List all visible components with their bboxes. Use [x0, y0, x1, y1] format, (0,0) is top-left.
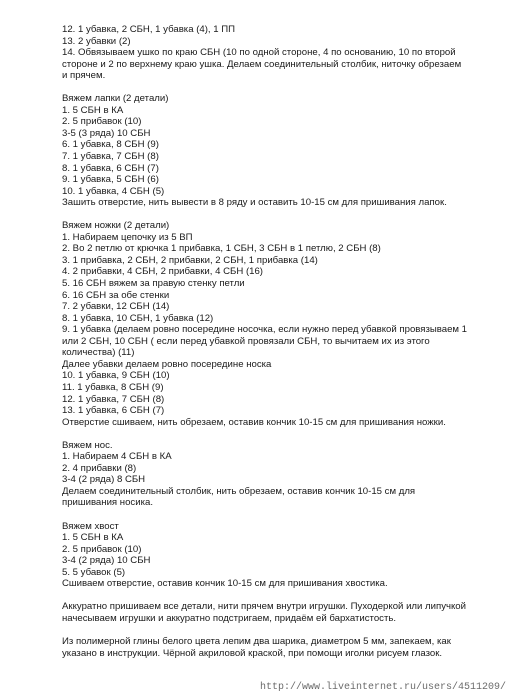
watermark-url: http://www.liveinternet.ru/users/4511209/ [259, 682, 506, 693]
text-line: 12. 1 убавка, 2 СБН, 1 убавка (4), 1 ПП [62, 24, 236, 35]
text-line: 1. 5 СБН в КА [62, 532, 124, 544]
text-line: 1. Набираем цепочку из 5 ВП [62, 231, 193, 243]
text-line: 13. 2 убавки (2) [62, 35, 131, 47]
text-line: пришивания носика. [62, 497, 153, 509]
text-line: 3-4 (2 ряда) 8 СБН [62, 474, 146, 486]
text-line: 2. 5 прибавок (10) [62, 116, 142, 128]
text-line: 3-4 (2 ряда) 10 СБН [62, 555, 151, 567]
text-line: количества) (11) [62, 347, 135, 359]
section-tail [62, 521, 502, 590]
text-line: 3. 1 прибавка, 2 СБН, 2 прибавки, 2 СБН, 1 прибавка (14) [62, 254, 318, 266]
text-line: 1. Набираем 4 СБН в КА [62, 451, 172, 463]
text-line: 5. 5 убавок (5) [62, 566, 126, 578]
text-line: 10. 1 убавка, 9 СБН (10) [62, 370, 170, 382]
text-line: Аккуратно пришиваем все детали, нити прячем внутри игрушки. Пуходеркой или липучкой [62, 601, 466, 613]
text-line: 3-5 (3 ряда) 10 СБН [62, 127, 151, 139]
paragraph-gap [62, 509, 502, 521]
text-line: 10. 1 убавка, 4 СБН (5) [62, 185, 165, 197]
text-line: 13. 1 убавка, 6 СБН (7) [62, 405, 165, 417]
text-line: 8. 1 убавка, 6 СБН (7) [62, 162, 159, 174]
paragraph-gap [62, 82, 502, 94]
text-line: 2. Во 2 петлю от крючка 1 прибавка, 1 СБН, 3 СБН в 1 петлю, 2 СБН (8) [62, 243, 381, 255]
text-line: Далее убавки делаем ровно посередине носка [62, 358, 272, 370]
text-line: стороне и 2 по верхнему краю ушка. Делаем соединительный столбик, ниточку обрезаем [62, 58, 462, 70]
section-heading: Вяжем хвост [62, 520, 119, 532]
text-line: 9. 1 убавка (делаем ровно посередине носочка, если нужно перед убавкой провязываем 1 [62, 324, 468, 336]
section-heading: Вяжем ножки (2 детали) [62, 220, 170, 232]
text-line: 7. 2 убавки, 12 СБН (14) [62, 301, 170, 313]
section-heading: Вяжем нос. [62, 439, 113, 451]
section-heading: Вяжем лапки (2 детали) [62, 93, 169, 105]
section-paws [62, 93, 502, 208]
text-line: Из полимерной глины белого цвета лепим два шарика, диаметром 5 мм, запекаем, как [62, 635, 451, 647]
text-line: или 2 СБН, 10 СБН ( если перед убавкой провязали СБН, то вычитаем их из этого [62, 335, 430, 347]
text-line: начесываем игрушки и аккуратно подстригаем, придаём ей бархатистость. [62, 612, 397, 624]
paragraph-assembly [62, 601, 502, 624]
paragraph-gap [62, 624, 502, 636]
text-line: 14. Обвязываем ушко по краю СБН (10 по одной стороне, 4 по основанию, 10 по второй [62, 47, 456, 59]
text-line: 6. 1 убавка, 8 СБН (9) [62, 139, 159, 151]
text-line: Сшиваем отверстие, оставив кончик 10-15 см для пришивания хвостика. [62, 578, 388, 590]
text-line: 7. 1 убавка, 7 СБН (8) [62, 151, 159, 163]
text-line: 2. 4 прибавки (8) [62, 462, 137, 474]
text-line: Делаем соединительный столбик, нить обрезаем, оставив кончик 10-15 см для [62, 485, 416, 497]
text-line: 4. 2 прибавки, 4 СБН, 2 прибавки, 4 СБН (16) [62, 266, 264, 278]
text-line: 1. 5 СБН в КА [62, 104, 124, 116]
text-line: 9. 1 убавка, 5 СБН (6) [62, 174, 159, 186]
text-line: 8. 1 убавка, 10 СБН, 1 убавка (12) [62, 312, 214, 324]
paragraph-ear-finish [62, 24, 502, 82]
text-line: 6. 16 СБН за обе стенки [62, 289, 170, 301]
section-legs [62, 220, 502, 428]
paragraph-gap [62, 209, 502, 221]
section-nose [62, 440, 502, 509]
paragraph-gap [62, 428, 502, 440]
text-line: и прячем. [62, 70, 106, 82]
text-line: Зашить отверстие, нить вывести в 8 ряду и оставить 10-15 см для пришивания лапок. [62, 197, 447, 209]
document-body [62, 24, 502, 659]
text-line: указано в инструкции. Чёрной акриловой краской, при помощи иголки рисуем глазок. [62, 647, 443, 659]
text-line: 12. 1 убавка, 7 СБН (8) [62, 393, 165, 405]
text-line: 2. 5 прибавок (10) [62, 543, 142, 555]
paragraph-eyes [62, 636, 502, 659]
text-line: 5. 16 СБН вяжем за правую стенку петли [62, 278, 245, 290]
text-line: 11. 1 убавка, 8 СБН (9) [62, 381, 164, 393]
text-line: Отверстие сшиваем, нить обрезаем, оставив кончик 10-15 см для пришивания ножки. [62, 416, 446, 428]
paragraph-gap [62, 590, 502, 602]
